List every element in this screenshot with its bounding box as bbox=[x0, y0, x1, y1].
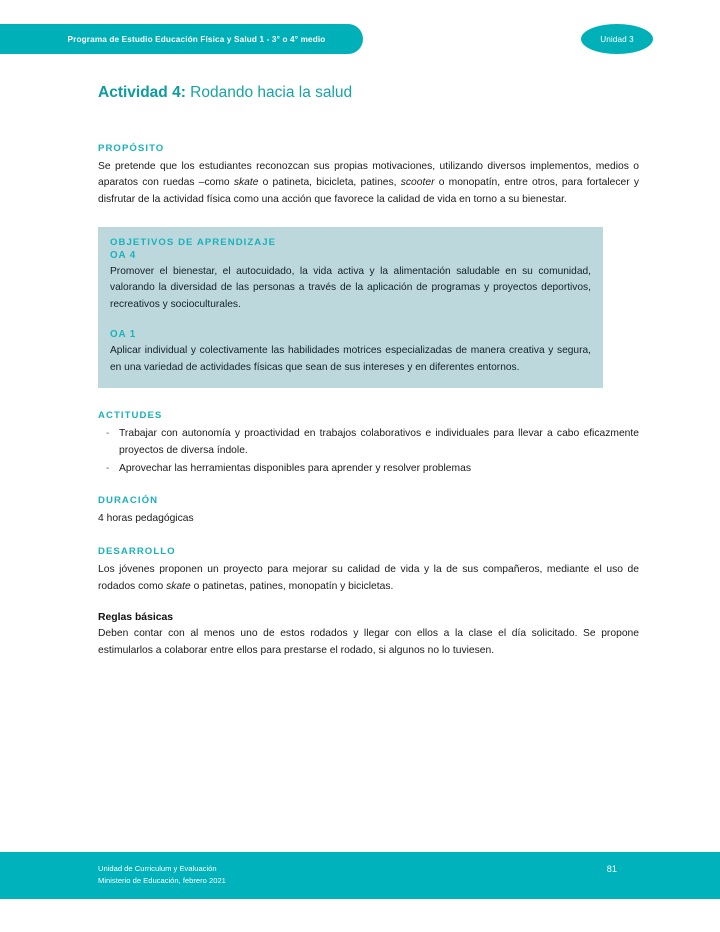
oa-text-1: Aplicar individual y colectivamente las habilidades motrices especializadas de manera creativa y segura, en una variedad de actividades físicas que sean de sus intereses y en diferentes entornos. bbox=[110, 345, 591, 373]
desarrollo-italic-skate: skate bbox=[166, 580, 191, 592]
program-banner bbox=[0, 24, 363, 54]
page-number: 81 bbox=[606, 864, 617, 874]
desarrollo-intro-part2: o patinetas, patines, monopatín y bicicletas. bbox=[190, 580, 394, 592]
proposito-text-part1: Se pretende que los estudiantes reconozcan sus propias motivaciones, utilizando diversos implementos, medios o aparatos con ruedas –como bbox=[98, 160, 639, 189]
proposito-text-part2: o patineta, bicicleta, patines, bbox=[258, 177, 401, 189]
section-actitudes bbox=[98, 410, 639, 477]
actitudes-item-1: Aprovechar las herramientas disponibles para aprender y resolver problemas bbox=[119, 462, 471, 474]
oa-code-1: OA 1 bbox=[110, 329, 137, 341]
actitudes-list bbox=[98, 426, 639, 477]
unit-badge-label: Unidad 3 bbox=[600, 34, 634, 44]
oa-text-0: Promover el bienestar, el autocuidado, la vida activa y la alimentación saludable en su comunidad, valorando la diversidad de las personas a través de la aplicación de programas y proyectos deportivos, recreativos y socioculturales. bbox=[110, 265, 591, 310]
footer-line-2: Ministerio de Educación, febrero 2021 bbox=[98, 875, 226, 885]
desarrollo-intro bbox=[98, 562, 639, 595]
unit-badge bbox=[581, 24, 653, 54]
page-content bbox=[98, 84, 639, 678]
list-item bbox=[98, 461, 639, 478]
proposito-italic-scooter: scooter bbox=[400, 177, 435, 189]
dash-marker-icon: - bbox=[106, 428, 110, 440]
page-header bbox=[0, 0, 720, 78]
program-banner-label: Programa de Estudio Educación Física y Salud 1 - 3° o 4° medio bbox=[67, 34, 326, 44]
proposito-text bbox=[98, 159, 639, 209]
reglas-basicas-heading: Reglas básicas bbox=[98, 612, 174, 624]
section-proposito bbox=[98, 143, 639, 209]
dash-marker-icon: - bbox=[106, 462, 110, 474]
desarrollo-intro-part1: Los jóvenes proponen un proyecto para mejorar su calidad de vida y la de sus compañeros, mediante el uso de rodados como bbox=[98, 563, 639, 592]
section-desarrollo bbox=[98, 546, 639, 660]
proposito-heading: PROPÓSITO bbox=[98, 142, 165, 154]
section-duracion bbox=[98, 495, 639, 528]
proposito-text-part3: o monopatín, entre otros, para fortalecer y disfrutar de la actividad física como una acción que favorece la calidad de vida en torno a su bienestar. bbox=[98, 177, 639, 205]
actitudes-item-0: Trabajar con autonomía y proactividad en trabajos colaborativos e individuales para llevar a cabo eficazmente proyectos de diversa índole. bbox=[119, 428, 639, 456]
desarrollo-heading: DESARROLLO bbox=[98, 545, 176, 557]
duracion-text: 4 horas pedagógicas bbox=[98, 513, 194, 525]
proposito-italic-skate: skate bbox=[233, 177, 259, 189]
footer-credits bbox=[98, 863, 226, 887]
page-footer bbox=[0, 852, 720, 899]
page-title bbox=[98, 84, 639, 103]
list-item bbox=[98, 426, 639, 459]
duracion-heading: DURACIÓN bbox=[98, 495, 159, 507]
oa-code-0: OA 4 bbox=[110, 249, 137, 261]
activity-title-name: Rodando hacia la salud bbox=[185, 84, 353, 101]
reglas-basicas-text: Deben contar con al menos uno de estos rodados y llegar con ellos a la clase el día solicitado. Se propone estimularlos a colaborar entre ellos para prestarse el rodado, si algunos no lo tuviesen. bbox=[98, 628, 639, 656]
objetivos-box bbox=[98, 227, 603, 389]
objetivos-heading: OBJETIVOS DE APRENDIZAJE bbox=[110, 236, 277, 248]
footer-line-1: Unidad de Curriculum y Evaluación bbox=[98, 864, 217, 873]
activity-title-prefix: Actividad 4: bbox=[98, 84, 186, 101]
actitudes-heading: ACTITUDES bbox=[98, 410, 163, 422]
